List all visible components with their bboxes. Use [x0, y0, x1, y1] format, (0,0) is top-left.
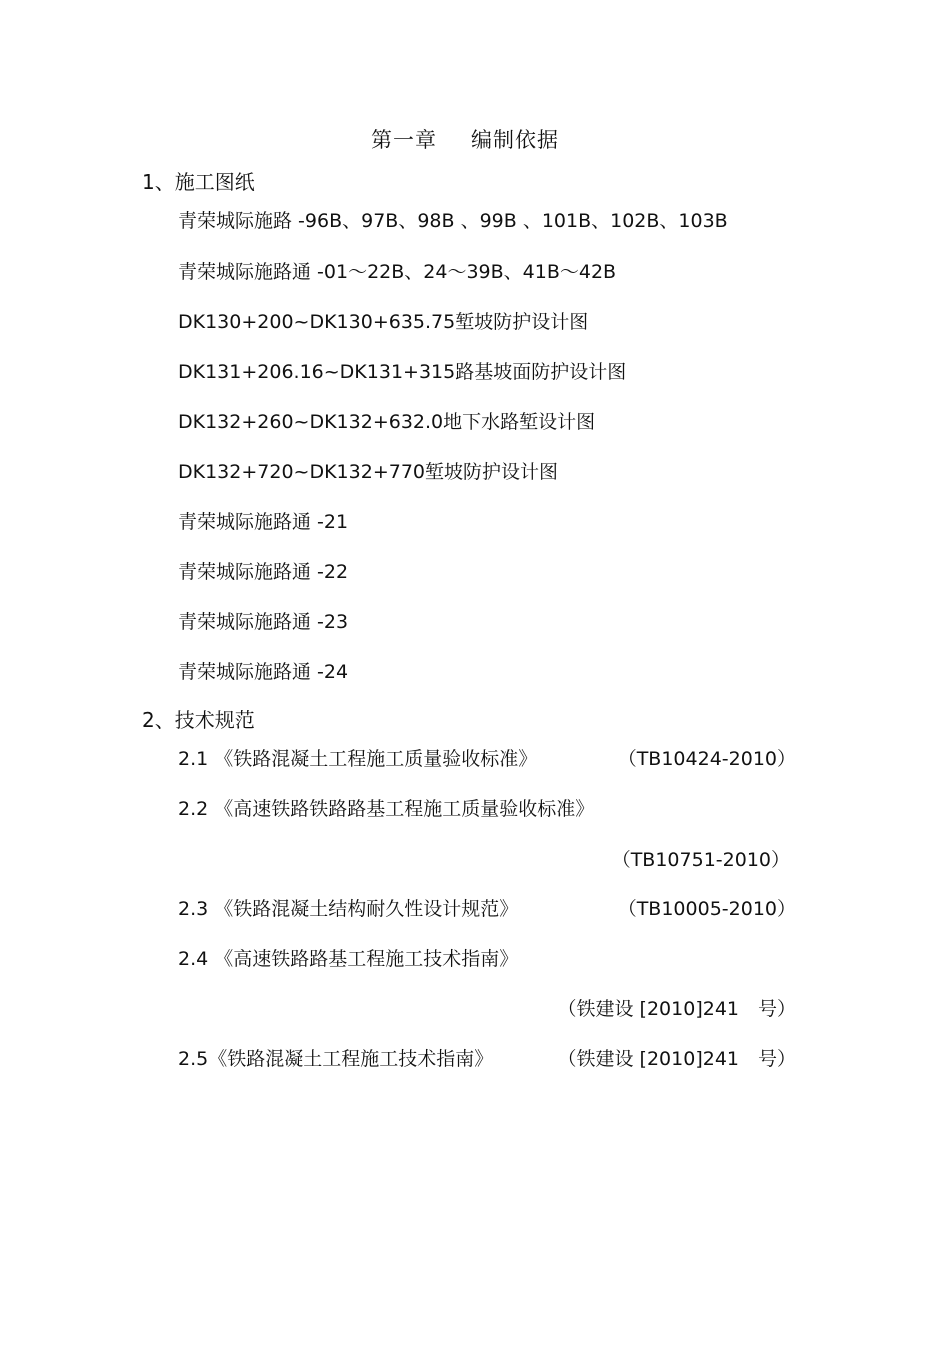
drawing-item: 青荣城际施路通 -01～22B、24～39B、41B～42B: [178, 261, 617, 283]
section-heading-drawings: 1、施工图纸: [142, 170, 255, 194]
drawing-item: DK131+206.16~DK131+315路基坡面防护设计图: [178, 361, 627, 383]
spec-item: 2.4 《高速铁路路基工程施工技术指南》: [178, 948, 519, 970]
spec-code: （TB10005-2010）: [617, 898, 796, 920]
drawing-item: DK132+720~DK132+770堑坡防护设计图: [178, 461, 559, 483]
drawing-item: DK130+200~DK130+635.75堑坡防护设计图: [178, 311, 589, 333]
chapter-title: [0, 124, 930, 154]
spec-code: （铁建设 [2010]241 号）: [557, 1048, 796, 1070]
spec-item: 2.3 《铁路混凝土结构耐久性设计规范》: [178, 898, 519, 920]
drawing-item: DK132+260~DK132+632.0地下水路堑设计图: [178, 411, 596, 433]
chapter-name: 编制依据: [471, 128, 559, 152]
drawing-item: 青荣城际施路通 -23: [178, 611, 349, 633]
drawing-item: 青荣城际施路通 -22: [178, 561, 349, 583]
drawing-item: 青荣城际施路通 -21: [178, 511, 349, 533]
chapter-number: 第一章: [371, 128, 437, 152]
drawing-item: 青荣城际施路 -96B、97B、98B 、99B 、101B、102B、103B: [178, 210, 728, 232]
spec-code: （TB10751-2010）: [611, 849, 790, 871]
spec-item: 2.1 《铁路混凝土工程施工质量验收标准》: [178, 748, 538, 770]
drawing-item: 青荣城际施路通 -24: [178, 661, 349, 683]
spec-item: 2.2 《高速铁路铁路路基工程施工质量验收标准》: [178, 798, 595, 820]
spec-code: （铁建设 [2010]241 号）: [557, 998, 796, 1020]
spec-code: （TB10424-2010）: [617, 748, 796, 770]
section-heading-specs: 2、技术规范: [142, 708, 255, 732]
spec-item: 2.5《铁路混凝土工程施工技术指南》: [178, 1048, 494, 1070]
